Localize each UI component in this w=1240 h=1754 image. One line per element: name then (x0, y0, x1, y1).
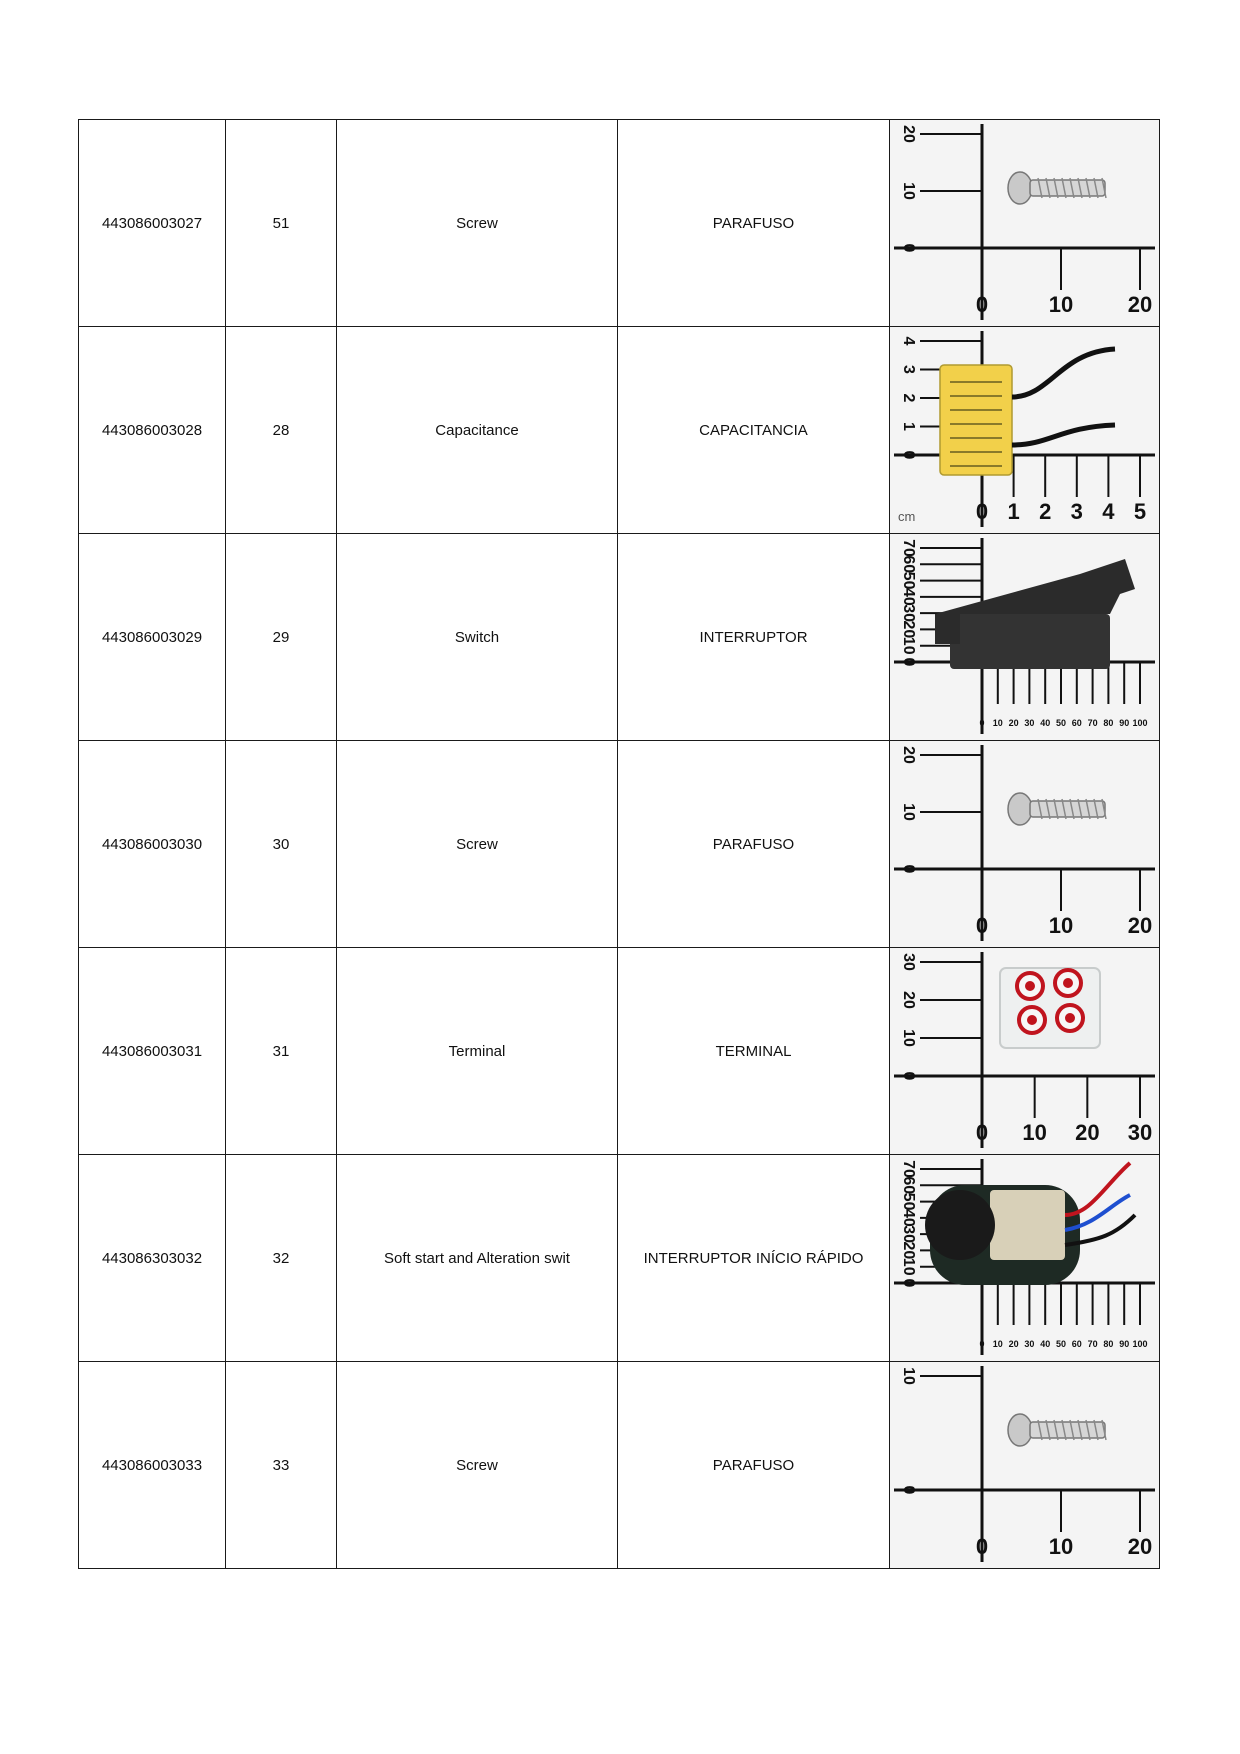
table-row (79, 1362, 1160, 1569)
part-photo-cell (890, 534, 1160, 741)
part-code: 443086003028 (101, 421, 203, 439)
part-photo (890, 534, 1159, 740)
description-pt-cell (618, 948, 890, 1155)
trigger-switch-photo (935, 559, 1135, 669)
ruler-y-label: 60 (899, 555, 917, 574)
table-row (79, 1155, 1160, 1362)
part-photo (890, 1155, 1159, 1361)
description-en: Screw (456, 1456, 498, 1474)
terminal-photo (1000, 968, 1100, 1048)
ruler-x-label: 20 (1127, 1534, 1153, 1559)
part-photo-cell (890, 120, 1160, 327)
part-code: 443086003033 (101, 1456, 203, 1474)
description-en: Screw (456, 835, 498, 853)
ruler-x-label: 100 (1132, 718, 1148, 728)
ruler-y-label: 20 (899, 1241, 917, 1260)
ruler (894, 1366, 1155, 1562)
ruler-x-label: 20 (1008, 1339, 1019, 1349)
description-pt: INTERRUPTOR INÍCIO RÁPIDO (643, 1249, 864, 1267)
ruler-x-label: 0 (979, 1339, 985, 1349)
ruler-x-label: 10 (1048, 1534, 1074, 1559)
ruler-x-label: 80 (1103, 1339, 1114, 1349)
ruler-x-label: 30 (1127, 1120, 1153, 1145)
reference-number-cell (226, 1155, 337, 1362)
description-en: Terminal (448, 1042, 506, 1060)
part-photo-cell (890, 1362, 1160, 1569)
ruler-y-label: 10 (899, 636, 917, 655)
parts-table-body (79, 120, 1160, 1569)
description-en-cell (337, 1155, 618, 1362)
part-code: 443086003029 (101, 628, 203, 646)
part-photo (890, 741, 1159, 947)
ruler-y-label: 50 (899, 571, 917, 590)
parts-table (78, 119, 1160, 1569)
ruler-x-label: 10 (1048, 292, 1074, 317)
ruler-x-label: 2 (1039, 499, 1052, 524)
ruler-y-label: 30 (899, 1225, 917, 1244)
description-pt-cell (618, 741, 890, 948)
part-code-cell (79, 948, 226, 1155)
description-pt: PARAFUSO (712, 214, 795, 232)
ruler-x-label: 60 (1071, 1339, 1082, 1349)
reference-number-cell (226, 327, 337, 534)
ruler-x-label: 90 (1119, 1339, 1130, 1349)
ruler (894, 331, 1155, 527)
description-pt-cell (618, 534, 890, 741)
ruler-x-label: 0 (975, 292, 989, 317)
ruler-y-label: 0 (899, 243, 917, 253)
part-code-cell (79, 1155, 226, 1362)
ruler-y-label: 2 (899, 393, 917, 403)
ruler-x-label: 30 (1024, 718, 1035, 728)
description-en-cell (337, 327, 618, 534)
ruler (894, 124, 1155, 320)
description-en-cell (337, 120, 618, 327)
ruler-x-label: 0 (979, 718, 985, 728)
table-row (79, 534, 1160, 741)
description-pt-cell (618, 327, 890, 534)
part-photo-cell (890, 948, 1160, 1155)
ruler-x-label: 90 (1119, 718, 1130, 728)
ruler-x-label: 20 (1075, 1120, 1100, 1145)
part-code: 443086003031 (101, 1042, 203, 1060)
description-pt-cell (618, 1362, 890, 1569)
ruler-y-label: 0 (899, 1071, 917, 1081)
description-pt-cell (618, 1155, 890, 1362)
ruler-y-label: 20 (899, 125, 917, 143)
description-en: Screw (456, 214, 498, 232)
ruler-x-label: 60 (1071, 718, 1082, 728)
ruler-y-label: 20 (899, 746, 917, 764)
ruler-x-label: 0 (975, 1120, 989, 1145)
ruler-y-label: 30 (899, 953, 917, 971)
ruler-y-label: 40 (899, 1208, 917, 1227)
part-photo-cell (890, 1155, 1160, 1362)
ruler (894, 745, 1155, 941)
ruler-x-label: 0 (975, 499, 989, 524)
ruler-y-label: 20 (899, 620, 917, 639)
reference-number: 32 (272, 1249, 290, 1267)
reference-number: 29 (272, 628, 290, 646)
table-row (79, 948, 1160, 1155)
ruler-x-label: 50 (1055, 718, 1067, 728)
soft-start-module-photo (925, 1163, 1135, 1285)
part-code-cell (79, 534, 226, 741)
ruler-y-label: 10 (899, 182, 917, 200)
ruler-y-label: 60 (899, 1176, 917, 1195)
ruler-x-label: 20 (1127, 913, 1153, 938)
description-pt: PARAFUSO (712, 835, 795, 853)
part-photo-cell (890, 741, 1160, 948)
reference-number: 30 (272, 835, 290, 853)
ruler-x-label: 0 (975, 913, 989, 938)
reference-number: 33 (272, 1456, 290, 1474)
ruler-x-label: 30 (1024, 1339, 1035, 1349)
ruler-x-label: 10 (1022, 1120, 1047, 1145)
description-en-cell (337, 1362, 618, 1569)
description-pt: CAPACITANCIA (699, 421, 808, 439)
table-row (79, 327, 1160, 534)
part-code: 443086003027 (101, 214, 203, 232)
ruler-y-label: 10 (899, 803, 917, 821)
description-en: Switch (454, 628, 500, 646)
description-en: Soft start and Alteration swit (384, 1249, 570, 1267)
screw-photo (1008, 793, 1106, 825)
part-code-cell (79, 1362, 226, 1569)
reference-number-cell (226, 741, 337, 948)
ruler-y-label: 0 (899, 864, 917, 874)
reference-number: 28 (272, 421, 290, 439)
ruler-y-label: 0 (899, 657, 917, 667)
part-code-cell (79, 120, 226, 327)
table-row (79, 741, 1160, 948)
ruler-y-label: 10 (899, 1029, 917, 1047)
part-photo (890, 1362, 1159, 1568)
ruler-x-label: 20 (1127, 292, 1153, 317)
part-photo (890, 327, 1159, 533)
reference-number-cell (226, 534, 337, 741)
ruler-x-label: 50 (1055, 1339, 1067, 1349)
ruler-y-label: 10 (899, 1367, 917, 1385)
description-pt: INTERRUPTOR (699, 628, 808, 646)
screw-photo (1008, 1414, 1106, 1446)
ruler-y-label: 1 (899, 422, 917, 431)
part-code-cell (79, 741, 226, 948)
ruler-y-label: 0 (899, 1278, 917, 1288)
part-code: 443086303032 (101, 1249, 203, 1267)
part-photo-cell (890, 327, 1160, 534)
description-en-cell (337, 534, 618, 741)
description-en: Capacitance (435, 421, 519, 439)
reference-number-cell (226, 948, 337, 1155)
description-pt: PARAFUSO (712, 1456, 795, 1474)
description-en-cell (337, 741, 618, 948)
description-pt-cell (618, 120, 890, 327)
screw-photo (1008, 172, 1106, 204)
ruler-y-label: 70 (899, 539, 917, 557)
ruler-x-label: 4 (1102, 499, 1115, 524)
ruler-y-label: 4 (899, 336, 917, 346)
description-pt: TERMINAL (715, 1042, 792, 1060)
ruler-y-label: 40 (899, 587, 917, 606)
ruler-x-label: 70 (1087, 1339, 1098, 1349)
ruler-x-label: 40 (1040, 1339, 1051, 1349)
ruler-y-label: 50 (899, 1192, 917, 1211)
ruler-x-label: 5 (1133, 499, 1147, 524)
ruler-y-label: 3 (899, 365, 917, 374)
part-code: 443086003030 (101, 835, 203, 853)
ruler-x-label: 100 (1132, 1339, 1148, 1349)
ruler-y-label: 30 (899, 604, 917, 623)
ruler-x-label: 0 (975, 1534, 989, 1559)
ruler-x-label: 70 (1087, 718, 1098, 728)
ruler-unit-label: cm (898, 509, 916, 524)
table-row (79, 120, 1160, 327)
ruler-x-label: 10 (1048, 913, 1074, 938)
reference-number-cell (226, 120, 337, 327)
description-en-cell (337, 948, 618, 1155)
reference-number: 51 (272, 214, 290, 232)
ruler-x-label: 40 (1040, 718, 1051, 728)
ruler-x-label: 1 (1007, 499, 1020, 524)
ruler-y-label: 0 (899, 450, 917, 460)
ruler-y-label: 0 (899, 1485, 917, 1495)
part-photo (890, 120, 1159, 326)
ruler-y-label: 70 (899, 1160, 917, 1178)
part-code-cell (79, 327, 226, 534)
ruler-y-label: 20 (899, 991, 917, 1009)
ruler-x-label: 3 (1070, 499, 1083, 524)
reference-number: 31 (272, 1042, 290, 1060)
ruler-x-label: 20 (1008, 718, 1019, 728)
ruler-y-label: 10 (899, 1257, 917, 1276)
reference-number-cell (226, 1362, 337, 1569)
ruler-x-label: 80 (1103, 718, 1114, 728)
ruler-x-label: 10 (992, 718, 1003, 728)
ruler-x-label: 10 (992, 1339, 1003, 1349)
part-photo (890, 948, 1159, 1154)
